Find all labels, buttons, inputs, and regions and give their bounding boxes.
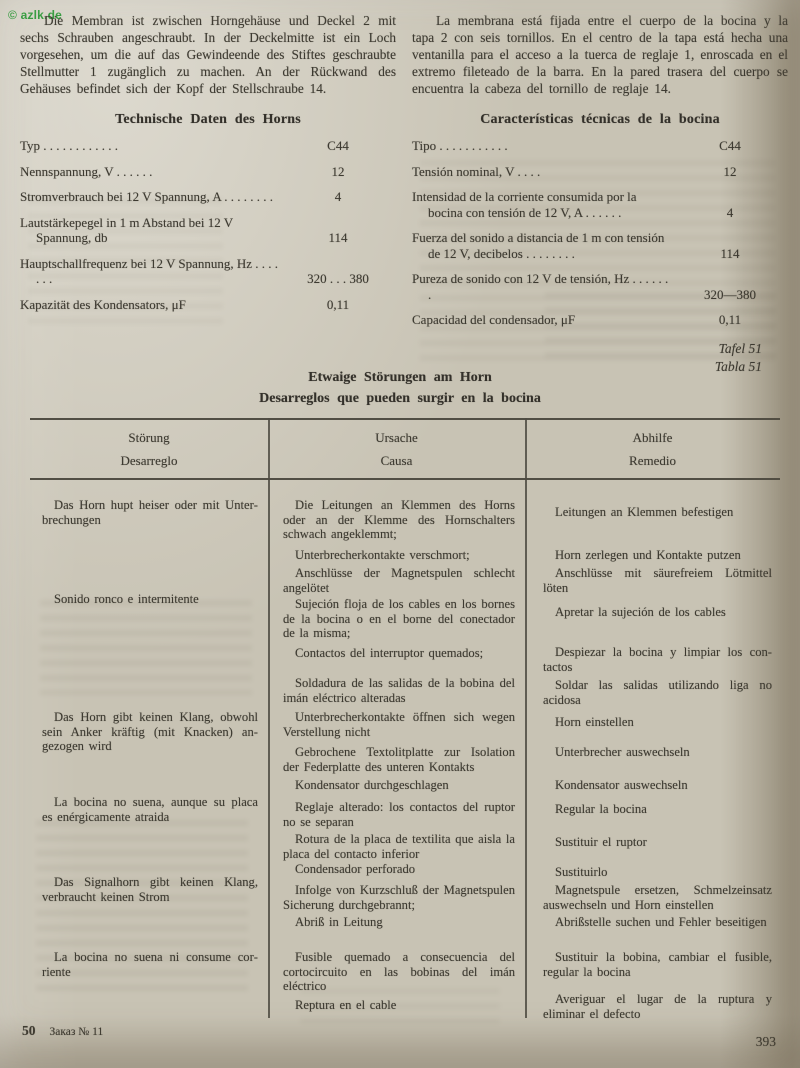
page-number: 393	[755, 1034, 776, 1049]
remedy-cell: Magnetspule ersetzen, Schmelzeinsatz auswechseln und Horn einstellen	[543, 883, 772, 912]
spec-value: 114	[720, 245, 740, 261]
fault-table-section	[0, 370, 800, 1021]
fault-table-header	[30, 420, 780, 478]
spec-row	[20, 138, 396, 154]
spec-value: C44	[719, 138, 741, 153]
cause-cell: Rotura de la placa de textilita que aisla la placa del contacto inferior	[283, 832, 515, 861]
header-cell-remedy	[525, 420, 780, 478]
header-fault-spanish: Desarreglo	[120, 452, 178, 468]
spec-row	[20, 297, 396, 313]
remedy-cell: Unterbrecher auswechseln	[555, 745, 690, 759]
spec-label: Capacidad del condensador, μF	[412, 312, 576, 327]
header-fault-german: Störung	[128, 429, 170, 445]
spec-row	[412, 230, 788, 261]
specs-table-spanish	[412, 138, 788, 328]
top-section	[20, 12, 788, 376]
fault-cell: Sonido ronco e intermitente	[54, 592, 199, 606]
spec-row	[412, 312, 788, 328]
remedy-cell: Kondensator auswechseln	[555, 778, 688, 792]
spec-value: 0,11	[718, 312, 742, 327]
spec-label: Stromverbrauch bei 12 V Spannung, A . . . . . . . .	[20, 189, 274, 204]
spec-label: Lautstärkepegel in 1 m Abstand bei 12 V Spannung, db	[20, 214, 233, 245]
spec-row	[412, 138, 788, 154]
remedy-cell: Averiguar el lugar de la ruptura y eliminar el defecto	[543, 992, 772, 1021]
spec-row	[20, 164, 396, 180]
caption-tafel: Tafel 51	[718, 340, 762, 356]
fault-table	[30, 418, 780, 1021]
remedy-cell: Regular la bocina	[555, 802, 647, 816]
header-remedy-german: Abhilfe	[632, 429, 673, 445]
azlk-watermark: © azlk.de	[8, 8, 62, 22]
cause-cell: Unterbrecherkontakte verschmort;	[295, 548, 470, 562]
intro-paragraph-spanish: La membrana está fijada entre el cuerpo de la bocina y la tapa 2 con seis tornillos. En el centro de la tapa está hecha una ventanilla para el acceso a la tuerca de reglaje 1, enroscada en el extremo fileteado de la barra. En la pared trasera del cuerpo se encuentra la cabeza del tornillo de reglaje 14.	[412, 13, 788, 96]
remedy-column	[525, 480, 780, 1021]
spec-value: 320 . . . 380	[307, 271, 369, 286]
header-remedy-spanish: Remedio	[629, 452, 676, 468]
remedy-cell: Horn einstellen	[555, 715, 634, 729]
fault-table-body	[30, 480, 780, 1021]
cause-cell: Gebrochene Textolitplatte zur Isolation der Federplatte des unteren Kontakts	[283, 745, 515, 774]
spec-label: Tensión nominal, V . . . .	[412, 163, 541, 179]
print-order-note	[22, 1022, 103, 1040]
specs-title-spanish: Características técnicas de la bocina	[480, 112, 720, 127]
fault-cell: Das Horn gibt keinen Klang, obwohl sein Anker kräftig (mit Knacken) angezogen wird	[42, 710, 258, 753]
remedy-cell: Sustituir la bobina, cambiar el fusible, regular la bocina	[543, 950, 772, 979]
remedy-cell: Despiezar la bocina y limpiar los contactos	[543, 645, 772, 674]
remedy-cell: Apretar la sujeción de los cables	[555, 605, 726, 619]
header-cause-spanish: Causa	[380, 452, 413, 468]
remedy-cell: Abrißstelle suchen und Fehler beseitigen	[555, 915, 767, 929]
header-cause-german: Ursache	[375, 429, 418, 445]
remedy-cell: Horn zerlegen und Kontakte putzen	[555, 548, 741, 562]
spec-value: 12	[723, 163, 737, 179]
remedy-cell: Anschlüsse mit säurefreiem Lötmittel löten	[543, 566, 772, 595]
remedy-cell: Sustituir el ruptor	[555, 835, 647, 849]
spec-row	[412, 164, 788, 180]
cause-cell: Soldadura de las salidas de la bobina del imán eléctrico alteradas	[283, 676, 515, 705]
fault-cell: La bocina no suena, aunque su placa es enérgicamente atraida	[42, 795, 258, 824]
cause-cell: Kondensator durchgeschlagen	[295, 778, 449, 792]
cause-cell: Infolge von Kurzschluß der Magnetspulen Sicherung durchgebrannt;	[283, 883, 515, 912]
cause-cell: Unterbrecherkontakte öffnen sich wegen Verstellung nicht	[283, 710, 515, 739]
intro-paragraph-german: Die Membran ist zwischen Horngehäuse und Deckel 2 mit sechs Schrauben angeschraubt. In der Deckelmitte ist ein Loch vorgesehen, um die auf das Gewindeende des Stiftes geschraubte Stellmutter 1 zugänglich zu machen. An der Rückwand des Gehäuses befindet sich der Kopf der Stellschraube 14.	[20, 13, 396, 96]
spec-row	[20, 215, 396, 246]
spec-label: Hauptschallfrequenz bei 12 V Spannung, Hz . . . . . . .	[20, 255, 279, 286]
spec-label: Fuerza del sonido a distancia de 1 m con tensión de 12 V, decibelos . . . . . . . .	[412, 230, 665, 261]
spec-label: Nennspannung, V . . . . . .	[20, 163, 153, 179]
fault-table-title-german: Etwaige Störungen am Horn	[308, 370, 492, 385]
spec-row	[412, 271, 788, 302]
cause-cell: Reptura en el cable	[295, 998, 397, 1012]
spec-label: Kapazität des Kondensators, μF	[20, 296, 186, 312]
cause-cell: Contactos del interruptor quemados;	[295, 646, 484, 660]
header-cell-fault	[30, 420, 268, 478]
fault-cell: La bocina no suena ni consume corriente	[42, 950, 258, 979]
spec-value: 320—380	[704, 286, 756, 302]
specs-title-german: Technische Daten des Horns	[115, 112, 301, 127]
german-column	[20, 12, 396, 376]
remedy-cell: Soldar las salidas utilizando liga no acidosa	[543, 678, 772, 707]
spec-value: 0,11	[326, 296, 350, 312]
cause-cell: Abriß in Leitung	[295, 915, 383, 929]
caption-tabla: Tabla 51	[714, 358, 762, 374]
spec-label: Typ . . . . . . . . . . . .	[20, 138, 119, 153]
cause-cell: Fusible quemado a consecuencia del cortocircuito en las bobinas del imán eléctrico	[283, 950, 515, 993]
spec-row	[20, 189, 396, 205]
cause-cell: Condensador perforado	[295, 862, 416, 876]
fault-cell: Das Signalhorn gibt keinen Klang, verbraucht keinen Strom	[42, 875, 258, 904]
order-number: 50	[22, 1023, 36, 1038]
spec-value: 4	[726, 204, 734, 220]
fault-table-title-spanish: Desarreglos que pueden surgir en la bocina	[259, 391, 541, 406]
cause-cell: Reglaje alterado: los contactos del ruptor no se separan	[283, 800, 515, 829]
spec-value: 114	[328, 230, 348, 245]
spec-value: 12	[331, 163, 345, 179]
cause-cell: Anschlüsse der Magnetspulen schlecht angelötet	[283, 566, 515, 595]
spec-row	[412, 189, 788, 220]
spec-value: C44	[327, 138, 349, 153]
fault-cell: Das Horn hupt heiser oder mit Unterbrechungen	[42, 498, 258, 527]
cause-cell: Die Leitungen an Klemmen des Horns oder an der Klemme des Hornschalters schwach angeklemmt;	[283, 498, 515, 541]
remedy-cell: Sustituirlo	[555, 865, 608, 879]
spec-label: Tipo . . . . . . . . . . .	[412, 138, 508, 153]
spec-label: Intensidad de la corriente consumida por la bocina con tensión de 12 V, A . . . . . .	[412, 189, 637, 220]
remedy-cell: Leitungen an Klemmen befestigen	[555, 505, 734, 519]
spec-value: 4	[334, 189, 342, 204]
specs-table-german	[20, 138, 396, 312]
fault-column	[30, 480, 268, 1018]
order-text: Заказ № 11	[49, 1026, 104, 1038]
cause-column	[268, 480, 525, 1018]
spec-label: Pureza de sonido con 12 V de tensión, Hz . . . . . . .	[412, 271, 669, 302]
spec-row	[20, 256, 396, 287]
cause-cell: Sujeción floja de los cables en los bornes de la bocina o en el borne del conectador de la misma;	[283, 597, 515, 640]
spanish-column	[412, 12, 788, 376]
header-cell-cause	[268, 420, 525, 478]
